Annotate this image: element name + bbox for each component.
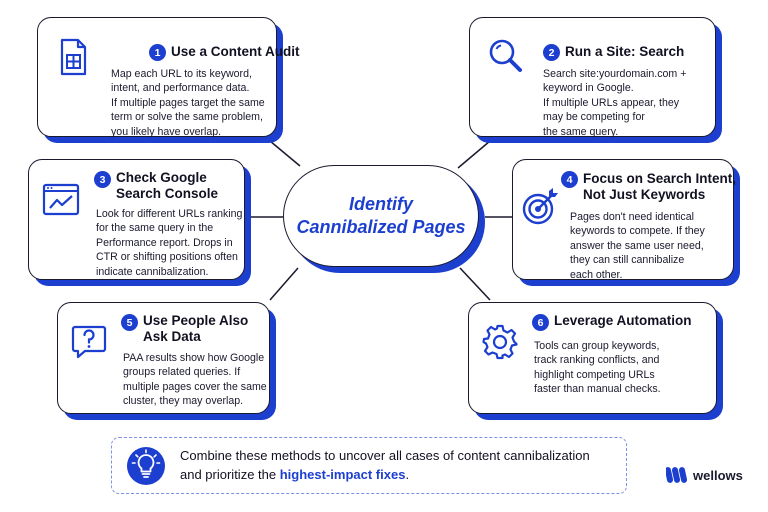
gear-icon bbox=[480, 322, 520, 362]
card-description: Map each URL to its keyword, intent, and performance data. If multiple pages target the same term or solve the same problem, you likely have overlap. bbox=[111, 68, 265, 138]
card-description: Tools can group keywords, track ranking conflicts, and highlight competing URLs faster than manual checks. bbox=[534, 340, 661, 396]
card-people-also-ask bbox=[57, 302, 270, 414]
wellows-logo-icon bbox=[666, 466, 688, 484]
card-description: Look for different URLs ranking for the same query in the Performance report. Drops in CTR or shifting positions often indicate cannibalization. bbox=[96, 208, 243, 278]
card-title: Leverage Automation bbox=[554, 313, 692, 328]
central-topic bbox=[283, 165, 479, 267]
connector-6 bbox=[460, 268, 490, 300]
spreadsheet-document-icon bbox=[53, 37, 93, 77]
card-search-console bbox=[28, 159, 245, 280]
connector-5 bbox=[270, 268, 298, 300]
card-title: Check Google Search Console bbox=[116, 170, 219, 201]
brand-name: wellows bbox=[693, 467, 743, 483]
lightbulb-icon bbox=[126, 446, 166, 486]
step-number-badge: 2 bbox=[543, 44, 560, 61]
brand-logo bbox=[666, 466, 743, 484]
card-title: Focus on Search Intent, Not Just Keywords bbox=[583, 171, 737, 202]
step-number-badge: 5 bbox=[121, 314, 138, 331]
card-search-intent bbox=[512, 159, 737, 281]
question-bubble-icon bbox=[69, 322, 109, 362]
connector-1 bbox=[270, 141, 300, 166]
target-arrow-icon bbox=[520, 187, 560, 227]
connector-2 bbox=[458, 141, 490, 168]
card-description: Search site:yourdomain.com + keyword in Google. If multiple URLs appear, they may be competing for the same query. bbox=[543, 68, 687, 138]
card-automation bbox=[468, 302, 717, 414]
step-number-badge: 4 bbox=[561, 171, 578, 188]
card-content-audit bbox=[37, 17, 300, 138]
central-topic-line-1: Identify bbox=[348, 194, 413, 214]
central-topic-line-2: Cannibalized Pages bbox=[296, 217, 466, 237]
card-title: Use People Also Ask Data bbox=[143, 313, 249, 344]
card-description: PAA results show how Google groups related queries. If multiple pages cover the same cluster, they may overlap. bbox=[123, 352, 267, 408]
summary-callout bbox=[111, 437, 627, 494]
step-number-badge: 6 bbox=[532, 314, 549, 331]
step-number-badge: 1 bbox=[149, 44, 166, 61]
card-title: Run a Site: Search bbox=[565, 44, 685, 59]
card-description: Pages don't need identical keywords to compete. If they answer the same user need, they can still cannibalize each other. bbox=[570, 211, 705, 281]
card-title: Use a Content Audit bbox=[171, 44, 300, 59]
highlighted-phrase: highest-impact fixes bbox=[279, 467, 406, 482]
card-site-search bbox=[469, 17, 716, 137]
magnifier-icon bbox=[485, 35, 525, 75]
step-number-badge: 3 bbox=[94, 171, 111, 188]
summary-text: Combine these methods to uncover all cases of content cannibalization and prioritize the highest-impact fixes. bbox=[180, 448, 590, 482]
line-chart-window-icon bbox=[41, 180, 81, 220]
